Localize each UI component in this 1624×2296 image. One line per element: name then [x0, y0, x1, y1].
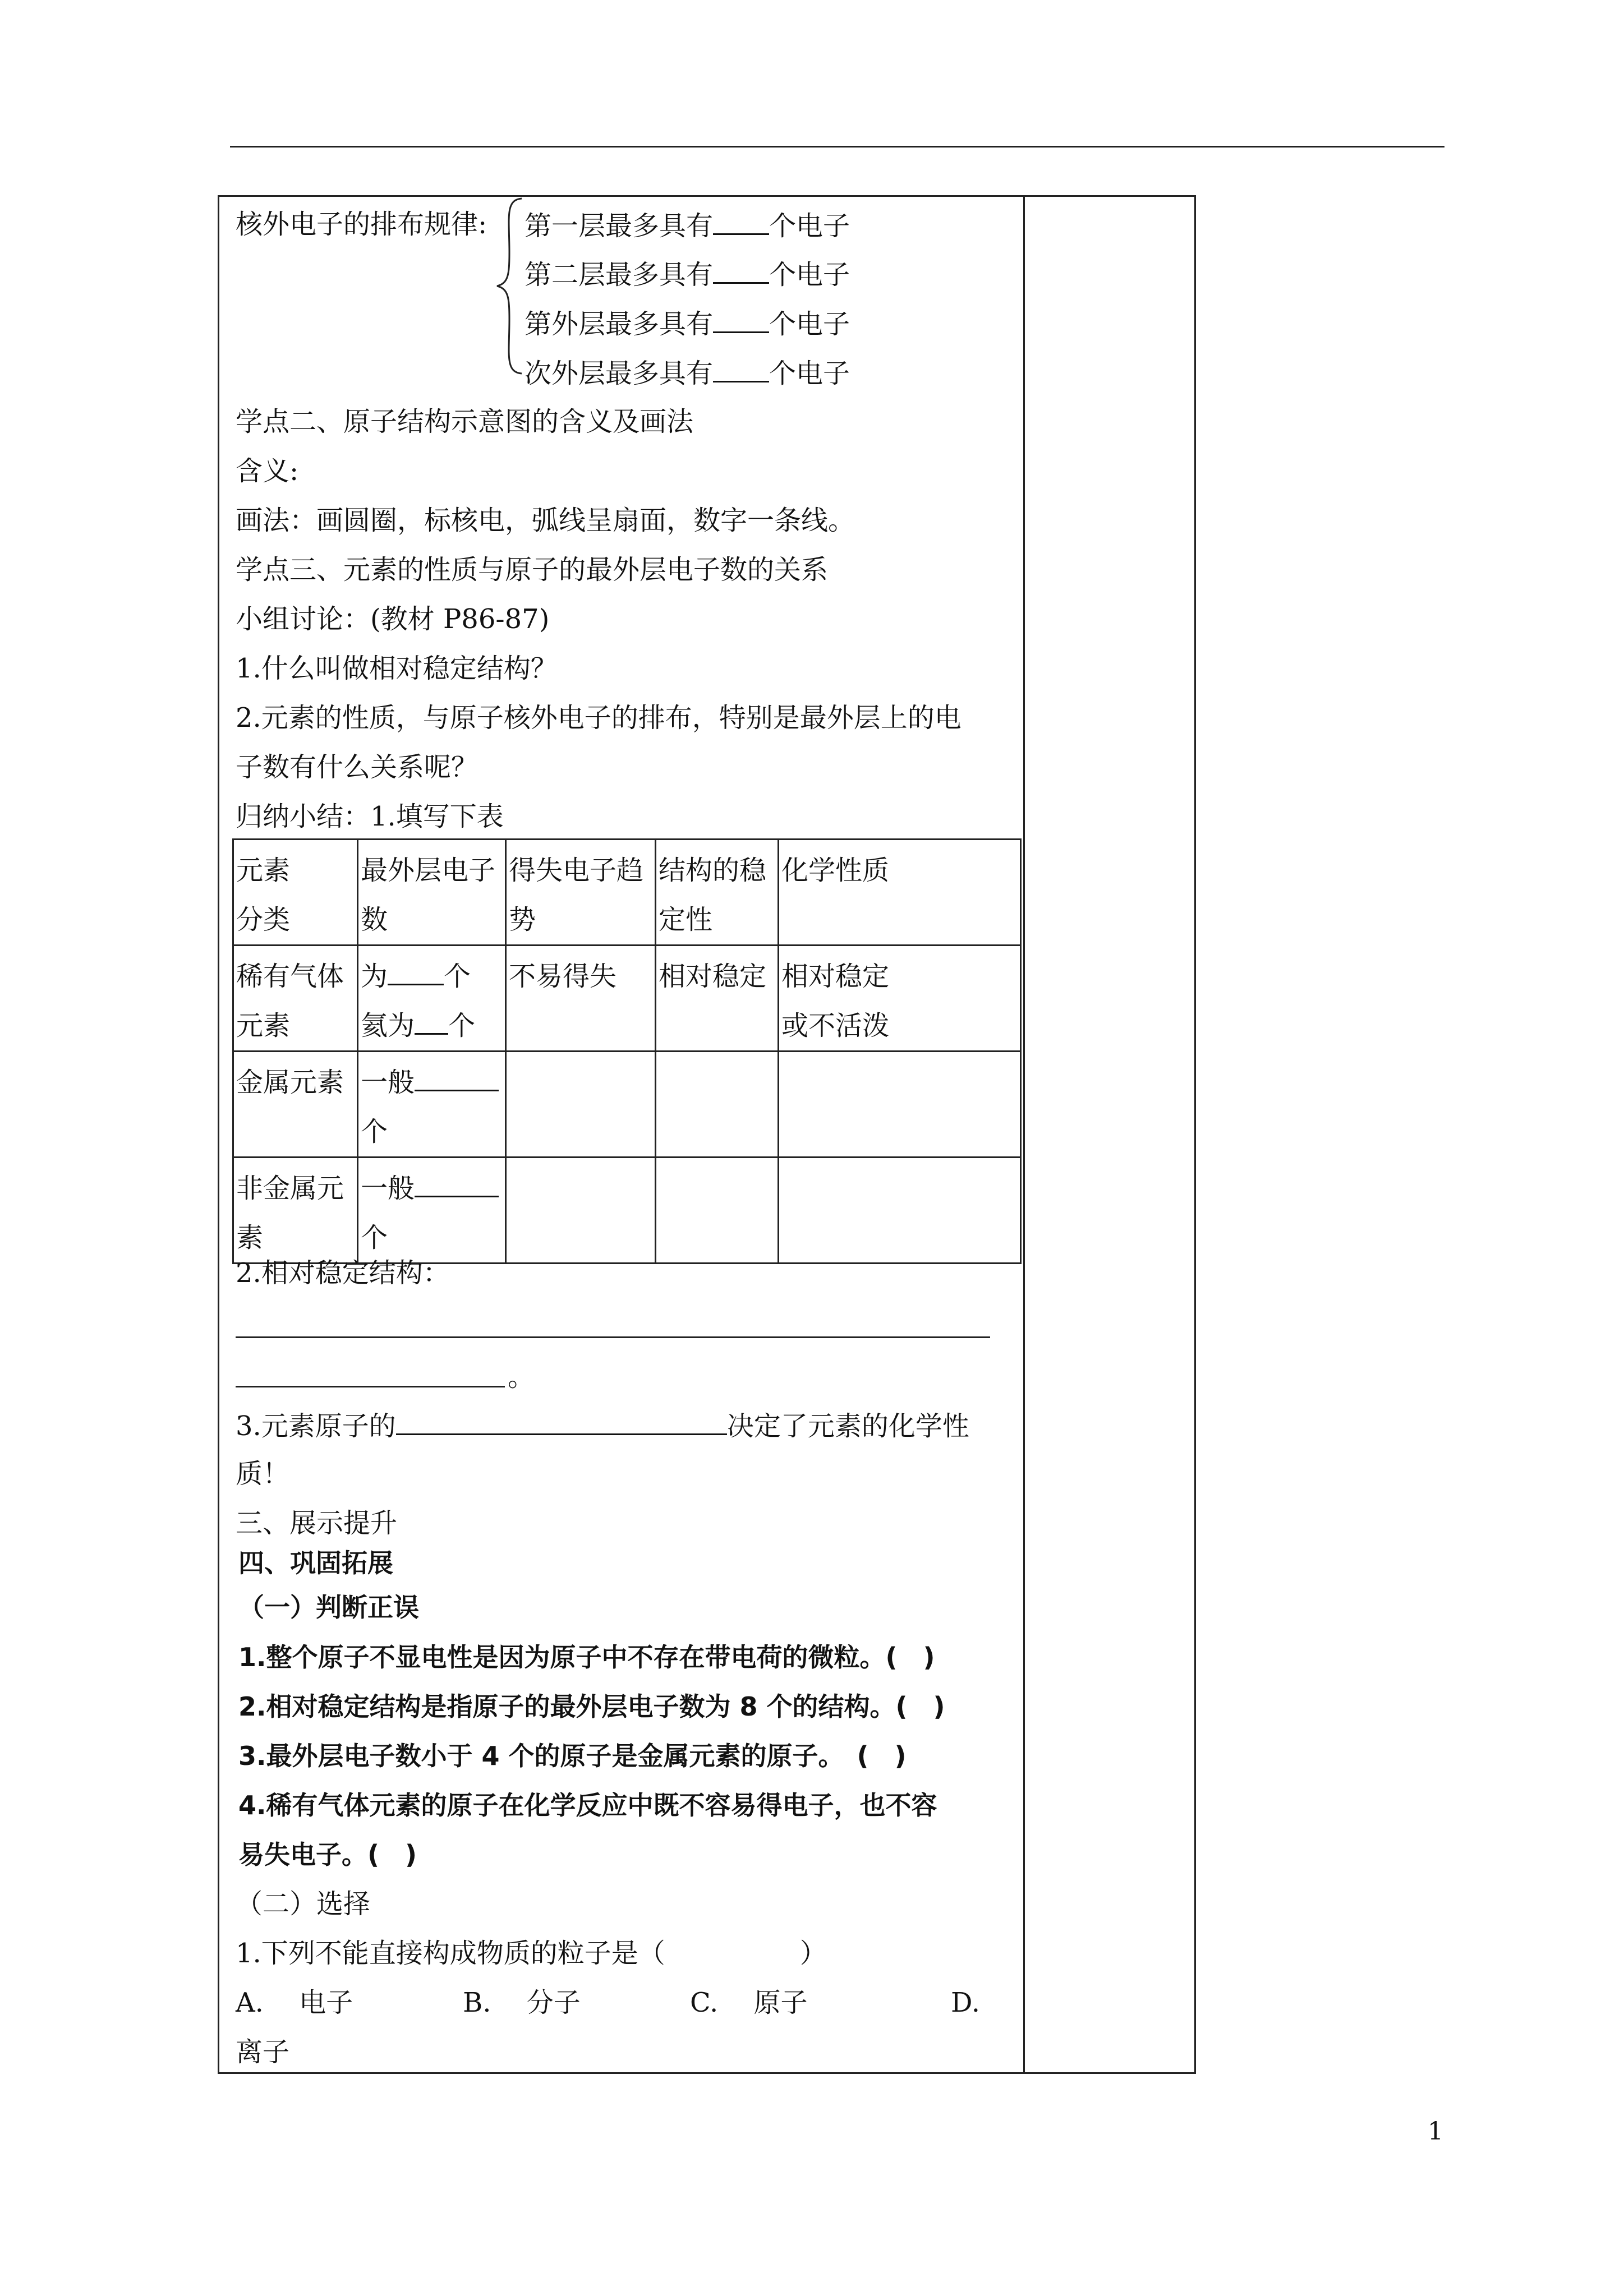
option-b: B. 分子: [463, 1987, 581, 2018]
section4-title: 四、巩固拓展: [238, 1548, 393, 1578]
answer-line: [236, 1386, 505, 1387]
table-cell: [656, 1158, 779, 1264]
judgement-item-4: 4.稀有气体元素的原子在化学反应中既不容易得电子，也不容: [238, 1790, 937, 1820]
answer-period: 。: [508, 1361, 535, 1393]
table-header-row: [233, 840, 1021, 946]
table-cell: [779, 1052, 1021, 1158]
judgement-item-2: 2.相对稳定结构是指原子的最外层电子数为 8 个的结构。( ): [238, 1691, 945, 1722]
table-header-cell: 化学性质: [779, 840, 1021, 946]
table-cell: 稀有气体 元素: [233, 946, 358, 1052]
point2-meaning: 含义:: [236, 455, 299, 487]
option-c: C. 原子: [690, 1987, 808, 2018]
point2-method: 画法：画圆圈，标核电，弧线呈扇面，数字一条线。: [236, 505, 855, 536]
point3-question-2: 2.元素的性质，与原子核外电子的排布，特别是最外层上的电: [236, 702, 961, 734]
stable-structure-item: 2.相对稳定结构：: [236, 1257, 450, 1289]
decisive-factor-item-cont: 质！: [236, 1458, 290, 1490]
point2-title: 学点二、原子结构示意图的含义及画法: [236, 406, 694, 437]
header-rule: [230, 146, 1444, 147]
judgement-item-4-cont: 易失电子。( ): [238, 1839, 417, 1870]
table-header-cell: 得失电子趋 势: [506, 840, 656, 946]
point3-question-2-cont: 子数有什么关系呢？: [236, 751, 479, 783]
table-cell: 一般 个: [358, 1052, 506, 1158]
choice-subtitle: （二）选择: [236, 1888, 371, 1920]
table-cell: [656, 1052, 779, 1158]
point3-summary: 归纳小结：1.填写下表: [236, 801, 504, 832]
choice-question-1: 1.下列不能直接构成物质的粒子是（ ）: [236, 1938, 827, 1969]
table-cell: 不易得失: [506, 946, 656, 1052]
rule-item-1: 第一层最多具有 个电子: [525, 208, 850, 243]
decisive-factor-item: 3.元素原子的 决定了元素的化学性: [236, 1408, 969, 1443]
section3-title: 三、展示提升: [236, 1507, 398, 1539]
table-cell: [506, 1158, 656, 1264]
point3-title: 学点三、元素的性质与原子的最外层电子数的关系: [236, 554, 829, 585]
option-d-text: 离子: [236, 2036, 290, 2068]
notes-column-divider: [1023, 195, 1025, 2074]
table-cell: 金属元素: [233, 1052, 358, 1158]
curly-brace-icon: [494, 196, 527, 376]
table-header-cell: 最外层电子 数: [358, 840, 506, 946]
option-d: D.: [951, 1987, 981, 2018]
judgement-item-3: 3.最外层电子数小于 4 个的原子是金属元素的原子。 ( ): [238, 1741, 907, 1771]
table-cell: [779, 1158, 1021, 1264]
rule-item-4: 次外层最多具有 个电子: [525, 355, 850, 390]
judgement-subtitle: （一）判断正误: [238, 1592, 419, 1622]
table-cell: 一般 个: [358, 1158, 506, 1264]
table-header-cell: 元素 分类: [233, 840, 358, 946]
table-cell: 非金属元 素: [233, 1158, 358, 1264]
page-number: 1: [1428, 2117, 1443, 2146]
table-row: [233, 1052, 1021, 1158]
table-row: [233, 1158, 1021, 1264]
table-header-cell: 结构的稳 定性: [656, 840, 779, 946]
judgement-item-1: 1.整个原子不显电性是因为原子中不存在带电荷的微粒。( ): [238, 1642, 935, 1672]
table-cell: [506, 1052, 656, 1158]
point3-discuss: 小组讨论：(教材 P86-87): [236, 603, 550, 635]
table-cell: 相对稳定: [656, 946, 779, 1052]
table-row: [233, 946, 1021, 1052]
rule-item-2: 第二层最多具有 个电子: [525, 256, 850, 292]
rule-label: 核外电子的排布规律:: [236, 209, 487, 240]
option-a: A. 电子: [236, 1987, 353, 2018]
answer-line: [236, 1336, 990, 1338]
element-classification-table: [232, 838, 1022, 1264]
point3-question-1: 1.什么叫做相对稳定结构？: [236, 653, 558, 684]
table-cell: 为 个 氦为 个: [358, 946, 506, 1052]
table-cell: 相对稳定 或不活泼: [779, 946, 1021, 1052]
rule-item-3: 第外层最多具有 个电子: [525, 306, 850, 341]
